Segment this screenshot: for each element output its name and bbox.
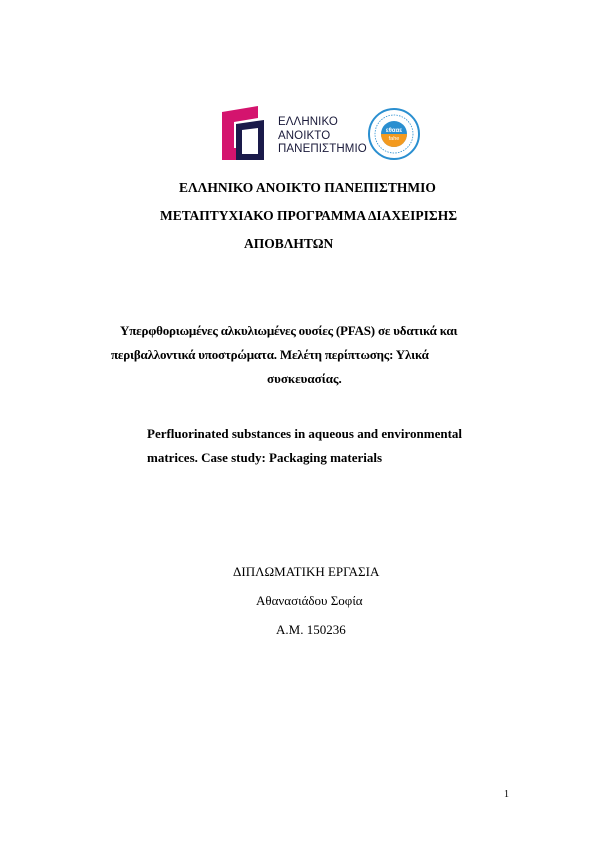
program-title-line2: ΑΠΟΒΛΗΤΩΝ: [244, 236, 334, 251]
program-seal-icon: [368, 108, 420, 160]
university-logo-icon: [218, 106, 270, 160]
student-id: Α.Μ. 150236: [276, 622, 346, 637]
seal-center-line: fahe: [388, 136, 400, 142]
logo-row: [218, 106, 418, 166]
greek-title-line2: περιβαλλοντικά υποστρώματα. Μελέτη περίπτωσης: Υλικά: [111, 347, 429, 362]
university-logo-line: ΠΑΝΕΠΙΣΤΗΜΙΟ: [278, 143, 367, 155]
university-logo-text: [278, 116, 367, 157]
program-title-line1: ΜΕΤΑΠΤΥΧΙΑΚΟ ΠΡΟΓΡΑΜΜΑ ΔΙΑΧΕΙΡΙΣΗΣ: [160, 208, 458, 223]
thesis-type: ΔΙΠΛΩΜΑΤΙΚΗ ΕΡΓΑΣΙΑ: [233, 564, 380, 579]
english-title-line1: Perfluorinated substances in aqueous and environmental: [147, 426, 463, 441]
university-logo-line: ΑΝΟΙΚΤΟ: [278, 129, 331, 142]
page-number: 1: [504, 789, 509, 800]
greek-title-line1: Υπερφθοριωμένες αλκυλιωμένες ουσίες (PFAS) σε υδατικά και: [120, 323, 458, 338]
university-logo-line: ΕΛΛΗΝΙΚΟ: [278, 116, 338, 128]
greek-title-line3: συσκευασίας.: [267, 371, 342, 386]
english-title-line2: matrices. Case study: Packaging materials: [147, 450, 383, 465]
institution-name: ΕΛΛΗΝΙΚΟ ΑΝΟΙΚΤΟ ΠΑΝΕΠΙΣΤΗΜΙΟ: [179, 180, 436, 195]
author-name: Αθανασιάδου Σοφία: [256, 593, 363, 608]
seal-center-line: εθααε: [385, 128, 403, 134]
